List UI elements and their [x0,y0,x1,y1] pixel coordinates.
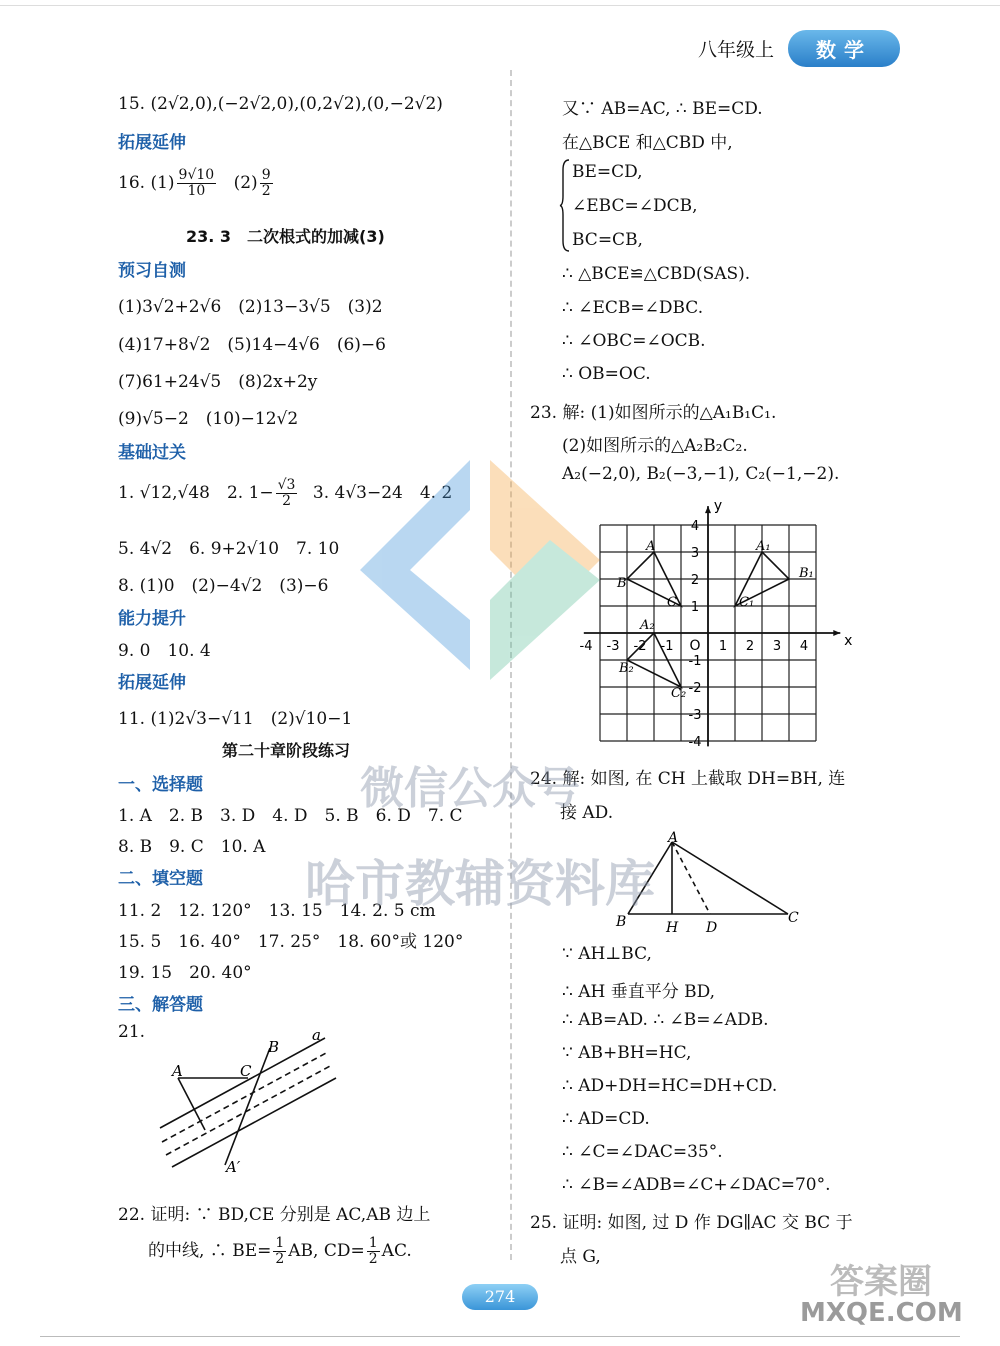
solution-24-line-6: ∴ AD=CD. [562,1109,650,1129]
section-choice: 一、选择题 [118,775,203,795]
watermark-mxqe: MXQE.COM [800,1298,963,1328]
question-23-line-3: A₂(−2,0), B₂(−3,−1), C₂(−1,−2). [562,464,840,484]
y-tick-label: 3 [690,546,700,561]
extension-line-1: 11. (1)2√3−√11 (2)√10−1 [118,709,353,729]
question-21-label: 21. [118,1022,146,1042]
y-axis-arrow [705,506,711,513]
label-C2: C₂ [671,686,687,701]
fig24-label-C: C [788,910,799,926]
y-tick-label: 2 [690,573,700,588]
y-tick-label: -3 [688,708,702,723]
fig21-label-A-prime: A′ [226,1158,241,1176]
watermark-library: 哈市教辅资料库 [305,855,655,913]
x-tick-label: -3 [606,639,620,654]
grade-label: 八年级上 [697,39,774,61]
section-preview: 预习自测 [118,261,186,281]
section-extension-2: 拓展延伸 [118,673,186,693]
proof-line-4: ∠EBC=∠DCB, [572,196,698,216]
subject-badge: 数学 [788,30,900,67]
fig21-label-a: a [312,1026,321,1044]
footer-rule [40,1336,960,1337]
y-tick-label: -2 [688,681,702,696]
segment-A-down [178,1078,205,1130]
question-22-line-2: 的中线, ∴ BE= $\frac{1}{2}$ AB, CD= $\frac{1}{2}$ AC. [148,1235,412,1267]
label-C1: C₁ [739,595,755,610]
question-25-line-1: 25. 证明: 如图, 过 D 作 DG∥AC 交 BC 于 [530,1213,853,1233]
fill-line-1: 11. 2 12. 120° 13. 15 14. 2. 5 cm [118,901,436,921]
top-rule [0,5,1000,6]
y-tick-label: 1 [690,600,700,615]
proof-line-6: ∴ △BCE≌△CBD(SAS). [562,264,751,284]
fraction-16-1: $\frac{9√10}{10}$ [178,167,215,199]
basic-line-2: 5. 4√2 6. 9+2√10 7. 10 [118,539,340,559]
answer-16-part1: 16. (1) [118,173,175,193]
basic-line-3: 8. (1)0 (2)−4√2 (3)−6 [118,576,329,596]
solution-24-line-4: ∵ AB+BH=HC, [562,1043,692,1063]
label-A: A [646,539,656,554]
y-tick-label: -4 [688,735,702,750]
page-number: 274 [462,1284,538,1310]
fig21-label-B: B [268,1038,280,1056]
question-23-line-2: (2)如图所示的△A₂B₂C₂. [562,436,748,456]
solution-24-line-8: ∴ ∠B=∠ADB=∠C+∠DAC=70°. [562,1175,831,1195]
figure-21 [150,1026,350,1180]
fig24-label-H: H [666,920,679,936]
x-tick-label: 1 [718,639,728,654]
solution-24-line-1: ∵ AH⊥BC, [562,944,652,964]
x-tick-label: -2 [633,639,647,654]
fraction-22-1: $\frac{1}{2}$ [275,1235,285,1267]
label-A2: A₂ [640,618,655,633]
proof-line-5: BC=CB, [572,230,643,250]
x-tick-label: -1 [660,639,674,654]
proof-line-8: ∴ ∠OBC=∠OCB. [562,331,706,351]
section-solve: 三、解答题 [118,995,203,1015]
section-extension-1: 拓展延伸 [118,133,186,153]
proof-line-7: ∴ ∠ECB=∠DBC. [562,298,704,318]
fraction-16-2: $\frac{9}{2}$ [261,167,271,199]
proof-line-1: 又∵ AB=AC, ∴ BE=CD. [562,99,763,119]
x-tick-label: 3 [772,639,782,654]
y-tick-label: 4 [690,519,700,534]
preview-line-4: (9)√5−2 (10)−12√2 [118,409,299,429]
figure-23-grid [579,498,853,750]
fig24-label-A: A [668,830,679,846]
section-fill: 二、填空题 [118,869,203,889]
section-basic: 基础过关 [118,443,186,463]
fig24-label-B: B [616,914,627,930]
x-tick-label: -4 [579,639,593,654]
choice-line-1: 1. A 2. B 3. D 4. D 5. B 6. D 7. C [118,806,463,826]
fill-line-2: 15. 5 16. 40° 17. 25° 18. 60°或 120° [118,932,464,952]
segment-AD [672,842,710,914]
section-ability: 能力提升 [118,609,186,629]
solution-24-line-3: ∴ AB=AD. ∴ ∠B=∠ADB. [562,1010,769,1030]
page-header [698,30,900,67]
system-brace [560,158,570,253]
y-tick-label: -1 [688,654,702,669]
fig24-label-D: D [706,920,718,936]
proof-line-2: 在△BCE 和△CBD 中, [562,133,733,153]
question-25-line-2: 点 G, [560,1247,601,1267]
solution-24-line-7: ∴ ∠C=∠DAC=35°. [562,1142,723,1162]
question-24-line-1: 24. 解: 如图, 在 CH 上截取 DH=BH, 连 [530,769,846,789]
y-axis-label: y [713,498,723,515]
x-axis-label: x [844,633,853,649]
basic-line-1: 1. √12,√48 2. 1− $\frac{√3}{2}$ 3. 4√3−24 4. 2 [118,477,453,509]
choice-line-2: 8. B 9. C 10. A [118,837,266,857]
fig21-label-A: A [172,1062,183,1080]
fig21-label-C: C [240,1062,252,1080]
stage-practice-title: 第二十章阶段练习 [222,741,351,760]
watermark-logo [350,450,610,690]
fraction-22-2: $\frac{1}{2}$ [368,1235,378,1267]
label-A1: A₁ [756,539,771,554]
answer-16-part2: (2) [233,173,258,193]
question-22-line-1: 22. 证明: ∵ BD,CE 分别是 AC,AB 边上 [118,1205,431,1225]
watermark-wechat: 微信公众号 [360,763,580,814]
label-B1: B₁ [799,566,814,581]
ability-line-1: 9. 0 10. 4 [118,641,211,661]
solution-24-line-2: ∴ AH 垂直平分 BD, [562,982,716,1002]
fill-line-3: 19. 15 20. 40° [118,963,252,983]
label-C: C [667,595,677,610]
question-24-line-2: 接 AD. [560,803,614,823]
side-AC [672,842,788,914]
label-B: B [617,576,627,591]
watermark-daanquan: 答案圈 [830,1262,932,1302]
preview-line-3: (7)61+24√5 (8)2x+2y [118,372,318,392]
question-23-line-1: 23. 解: (1)如图所示的△A₁B₁C₁. [530,403,777,423]
preview-line-2: (4)17+8√2 (5)14−4√6 (6)−6 [118,335,386,355]
proof-line-3: BE=CD, [572,162,643,182]
x-axis-arrow [833,630,840,636]
preview-line-1: (1)3√2+2√6 (2)13−3√5 (3)2 [118,297,383,317]
solution-24-line-5: ∴ AD+DH=HC=DH+CD. [562,1076,778,1096]
proof-line-9: ∴ OB=OC. [562,364,651,384]
answer-16 [118,168,275,199]
lesson-title-23-3: 23. 3 二次根式的加减(3) [186,227,385,246]
origin-label: O [689,638,701,654]
fraction-basic-2: $\frac{√3}{2}$ [277,477,296,509]
answer-15: 15. (2√2,0),(−2√2,0),(0,2√2),(0,−2√2) [118,94,443,114]
label-B2: B₂ [619,661,634,676]
x-tick-label: 4 [799,639,809,654]
x-tick-label: 2 [745,639,755,654]
